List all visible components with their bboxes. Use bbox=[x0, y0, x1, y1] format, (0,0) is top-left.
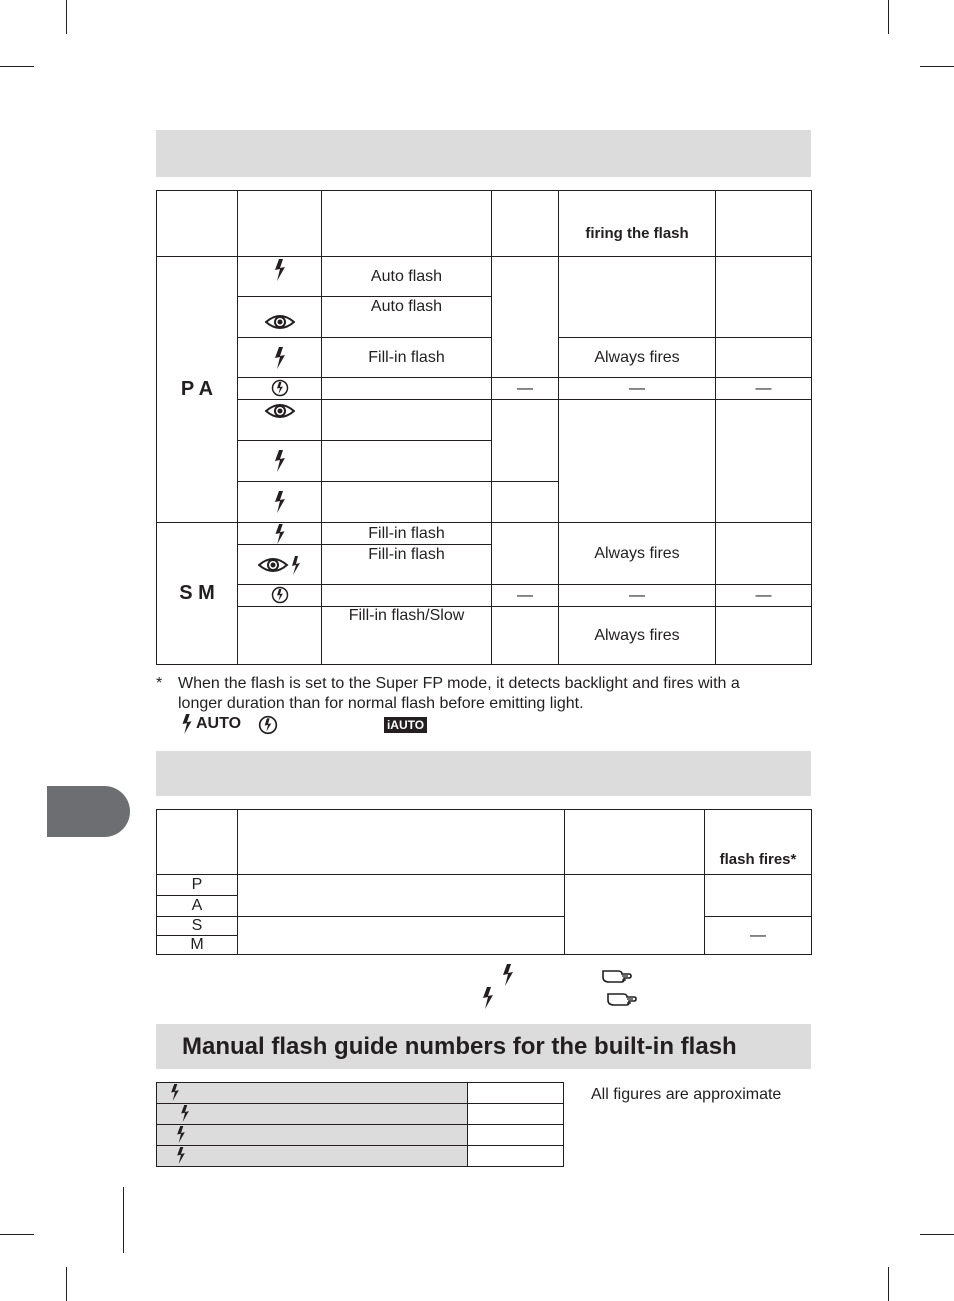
chapter-tab bbox=[47, 786, 130, 837]
blank-cell bbox=[565, 875, 705, 955]
section-header-band bbox=[156, 130, 811, 177]
dash-cell: — bbox=[492, 378, 559, 400]
blank-cell bbox=[492, 400, 559, 482]
flash-timing-table bbox=[156, 809, 812, 955]
flash-bolt-icon bbox=[238, 482, 322, 523]
blank-cell bbox=[492, 523, 559, 585]
dash-cell: — bbox=[559, 378, 716, 400]
header-flash-fires: flash fires* bbox=[705, 810, 812, 875]
mode-a-label: A bbox=[157, 896, 238, 917]
blank-cell bbox=[716, 607, 812, 665]
footnote-marker: * bbox=[156, 675, 163, 692]
mode-pa-label: P A bbox=[157, 257, 238, 523]
crop-mark bbox=[920, 66, 954, 67]
flash-mode-text: Fill-in flash/Slow bbox=[322, 607, 492, 665]
iauto-mode-icon: iAUTO bbox=[384, 717, 427, 733]
flash-mode-text: Fill-in flash bbox=[322, 545, 492, 585]
guide-number-cell bbox=[468, 1104, 564, 1125]
blank-cell bbox=[492, 257, 559, 378]
header-cell bbox=[565, 810, 705, 875]
flash-mode-text: Fill-in flash bbox=[322, 338, 492, 378]
flash-modes-table bbox=[156, 190, 812, 665]
blank-cell bbox=[705, 875, 812, 917]
header-cell bbox=[716, 191, 812, 257]
guide-number-cell bbox=[468, 1125, 564, 1146]
flash-bolt-icon bbox=[238, 338, 322, 378]
firing-condition: Always fires bbox=[559, 607, 716, 665]
approximate-note: All figures are approximate bbox=[591, 1086, 782, 1103]
firing-cell bbox=[559, 257, 716, 338]
blank-cell bbox=[238, 607, 322, 665]
dash-cell: — bbox=[492, 585, 559, 607]
crop-mark bbox=[888, 1267, 889, 1301]
crop-mark bbox=[0, 1234, 34, 1235]
blank-cell bbox=[238, 875, 565, 917]
header-firing-condition: firing the flash bbox=[559, 191, 716, 257]
crop-mark bbox=[66, 1267, 67, 1301]
header-cell bbox=[322, 191, 492, 257]
blank-cell bbox=[716, 400, 812, 523]
blank-cell bbox=[238, 917, 565, 955]
mode-m-label: M bbox=[157, 936, 238, 955]
blank-cell bbox=[322, 400, 492, 441]
blank-cell bbox=[322, 585, 492, 607]
mode-sm-label: S M bbox=[157, 523, 238, 665]
flash-level-cell bbox=[157, 1125, 468, 1146]
blank-cell bbox=[716, 338, 812, 378]
mode-s-label: S bbox=[157, 917, 238, 936]
guide-number-cell bbox=[468, 1083, 564, 1104]
header-cell bbox=[157, 810, 238, 875]
firing-condition: Always fires bbox=[559, 523, 716, 585]
footnote-line-2: longer duration than for normal flash before emitting light. bbox=[178, 695, 584, 712]
page-reference-icon bbox=[607, 990, 637, 1011]
auto-label: AUTO bbox=[196, 715, 242, 732]
header-cell bbox=[492, 191, 559, 257]
flash-level-cell bbox=[157, 1083, 468, 1104]
flash-mode-text: Auto flash bbox=[322, 257, 492, 297]
flash-bolt-icon bbox=[481, 987, 495, 1014]
flash-mode-text: Auto flash bbox=[322, 297, 492, 338]
blank-cell bbox=[322, 378, 492, 400]
mode-p-label: P bbox=[157, 875, 238, 896]
flash-off-icon bbox=[238, 378, 322, 400]
blank-cell bbox=[716, 523, 812, 585]
section-header-band bbox=[156, 751, 811, 796]
section-title: Manual flash guide numbers for the built-in flash bbox=[182, 1033, 737, 1060]
dash-cell: — bbox=[705, 917, 812, 955]
flash-off-icon bbox=[238, 585, 322, 607]
blank-cell bbox=[492, 482, 559, 523]
firing-cell bbox=[559, 400, 716, 523]
crop-mark bbox=[920, 1234, 954, 1235]
gutter-line bbox=[123, 1187, 124, 1253]
header-cell bbox=[238, 191, 322, 257]
blank-cell bbox=[716, 257, 812, 338]
flash-mode-text: Fill-in flash bbox=[322, 523, 492, 545]
flash-level-cell bbox=[157, 1104, 468, 1125]
red-eye-icon bbox=[238, 297, 322, 338]
flash-auto-icon bbox=[180, 714, 241, 736]
dash-cell: — bbox=[716, 378, 812, 400]
header-cell bbox=[157, 191, 238, 257]
footnote-line-1: When the flash is set to the Super FP mode, it detects backlight and fires with a bbox=[178, 675, 740, 692]
dash-cell: — bbox=[716, 585, 812, 607]
firing-condition: Always fires bbox=[559, 338, 716, 378]
red-eye-icon bbox=[238, 400, 322, 441]
crop-mark bbox=[0, 66, 34, 67]
blank-cell bbox=[322, 482, 492, 523]
guide-number-cell bbox=[468, 1146, 564, 1167]
flash-level-cell bbox=[157, 1146, 468, 1167]
header-cell bbox=[238, 810, 565, 875]
crop-mark bbox=[66, 0, 67, 34]
flash-bolt-icon bbox=[238, 441, 322, 482]
flash-bolt-icon bbox=[501, 964, 515, 991]
red-eye-flash-icon bbox=[238, 545, 322, 585]
blank-cell bbox=[322, 441, 492, 482]
crop-mark bbox=[888, 0, 889, 34]
flash-bolt-icon bbox=[238, 257, 322, 297]
page-reference-icon bbox=[602, 967, 632, 988]
dash-cell: — bbox=[559, 585, 716, 607]
guide-number-table bbox=[156, 1082, 564, 1167]
flash-bolt-icon bbox=[238, 523, 322, 545]
flash-off-icon bbox=[258, 715, 278, 740]
blank-cell bbox=[492, 607, 559, 665]
